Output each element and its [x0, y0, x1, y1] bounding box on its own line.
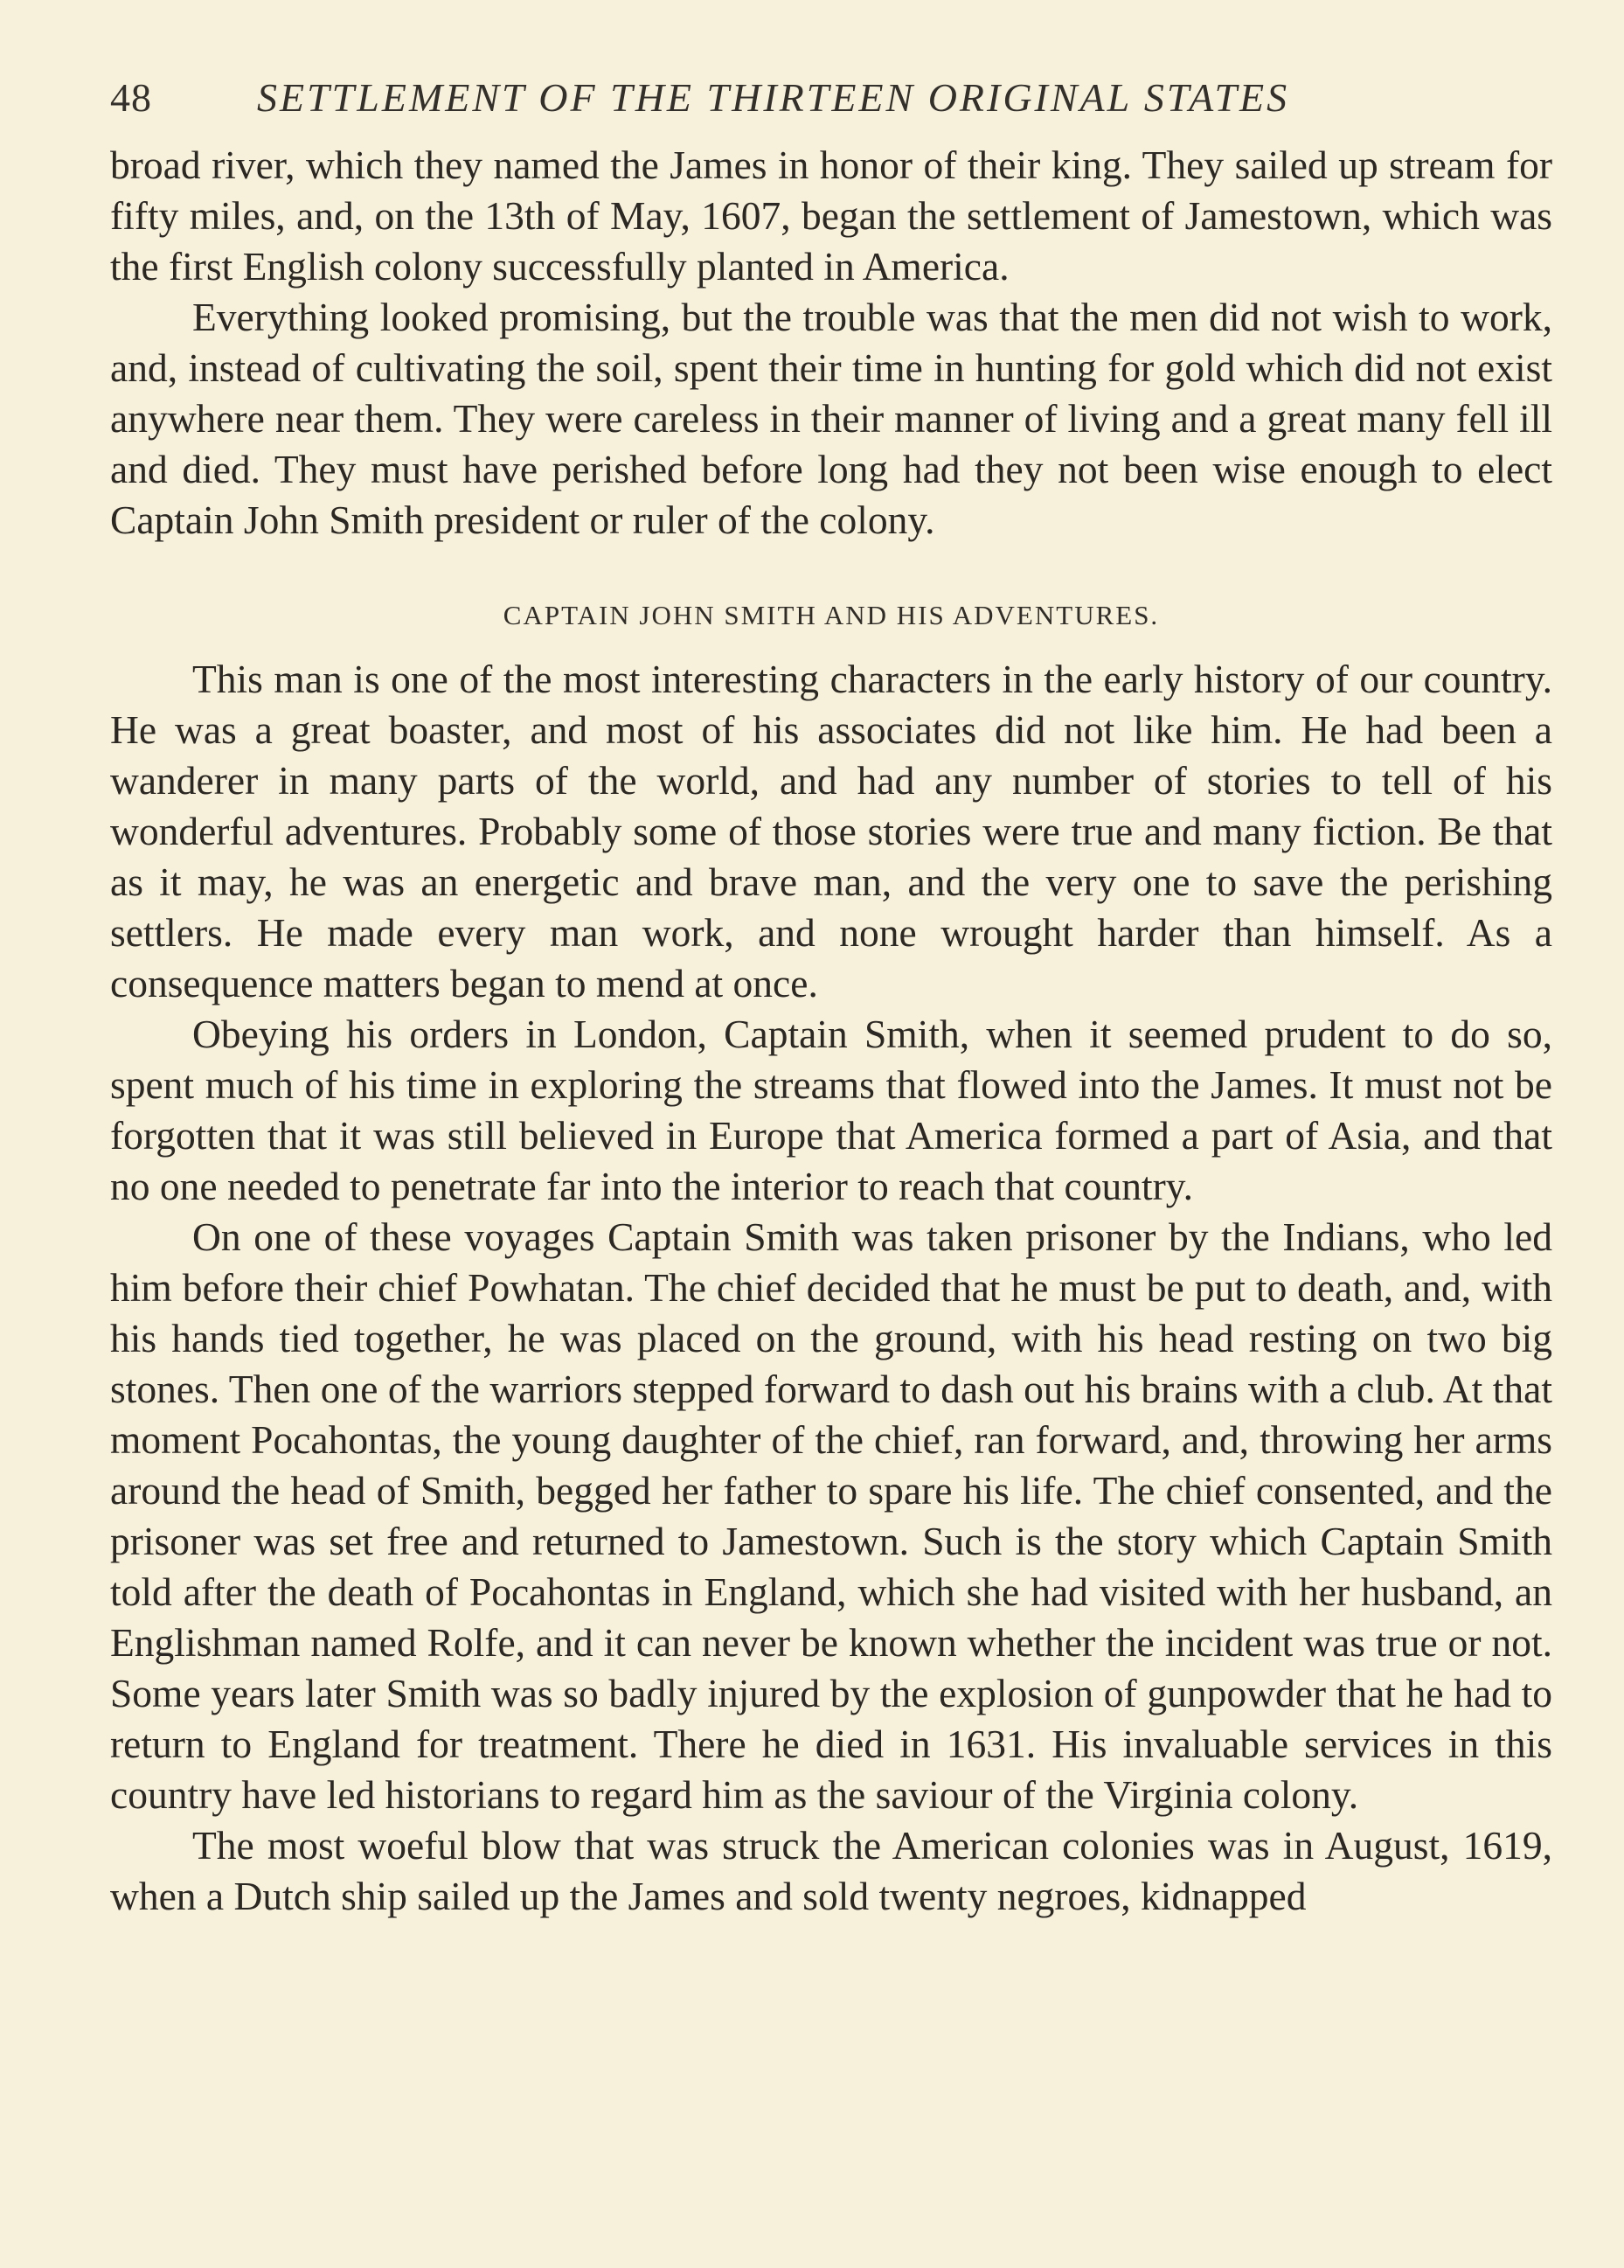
paragraph-pocahontas-story: On one of these voyages Captain Smith was taken prisoner by the Indians, who led him before their chief Powhatan. The chief decided that he must be put to death, and, with his hands tied together, he was placed on the ground, with his head resting on two big stones. Then one of the warriors stepped forward to dash out his brains with a club. At that moment Pocahontas, the young daughter of the chief, ran forward, and, throwing her arms around the head of Smith, begged her father to spare his life. The chief consented, and the prisoner was set free and returned to Jamestown. Such is the story which Captain Smith told after the death of Pocahontas in England, which she had visited with her husband, an Englishman named Rolfe, and it can never be known whether the incident was true or not. Some years later Smith was so badly injured by the explosion of gunpowder that he had to return to England for treatment. There he died in 1631. His invaluable services in this country have led historians to regard him as the saviour of the Virginia colony. — [110, 1214, 1552, 1817]
body-text — [110, 140, 1552, 1922]
section-heading: CAPTAIN JOHN SMITH AND HIS ADVENTURES. — [503, 600, 1160, 630]
running-head — [110, 63, 1395, 133]
running-title: SETTLEMENT OF THE THIRTEEN ORIGINAL STATES — [257, 75, 1290, 120]
paragraph-exploring-streams: Obeying his orders in London, Captain Smith, when it seemed prudent to do so, spent much of his time in exploring the streams that flowed into the James. It must not be forgotten that it was still believed in Europe that America formed a part of Asia, and that no one needed to penetrate far into the interior to reach that country. — [110, 1012, 1552, 1208]
paragraph-woeful-blow: The most woeful blow that was struck the American colonies was in August, 1619, when a Dutch ship sailed up the James and sold twenty negroes, kidnapped — [110, 1823, 1552, 1918]
paragraph-colony-troubles: Everything looked promising, but the trouble was that the men did not wish to work, and, instead of cultivating the soil, spent their time in hunting for gold which did not exist anywhere near them. They were careless in their manner of living and a great many fell ill and died. They must have perished before long had they not been wise enough to elect Captain John Smith president or ruler of the colony. — [110, 295, 1552, 542]
paragraph-continuation: broad river, which they named the James in honor of their king. They sailed up stream for fifty miles, and, on the 13th of May, 1607, began the settlement of Jamestown, which was the first English colony successfully planted in America. — [110, 143, 1552, 289]
page-number: 48 — [110, 75, 152, 120]
paragraph-john-smith-character: This man is one of the most interesting characters in the early history of our country. He was a great boaster, and most of his associates did not like him. He had been a wanderer in many parts of the world, and had any number of stories to tell of his wonderful adventures. Probably some of those stories were true and many fiction. Be that as it may, he was an energetic and brave man, and the very one to save the perishing settlers. He made every man work, and none wrought harder than himself. As a consequence matters began to mend at once. — [110, 657, 1552, 1005]
